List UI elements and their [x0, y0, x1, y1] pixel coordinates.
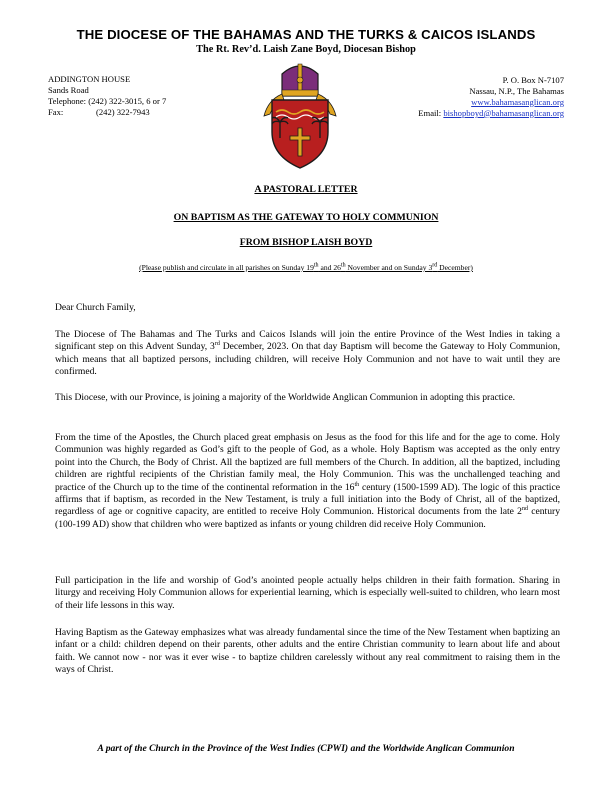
address-block-right	[314, 75, 564, 119]
city-country: Nassau, N.P., The Bahamas	[469, 85, 564, 96]
mitre-base	[282, 90, 318, 96]
diocese-title: THE DIOCESE OF THE BAHAMAS AND THE TURKS & CAICOS ISLANDS	[76, 27, 536, 42]
address-road: Sands Road	[48, 84, 89, 95]
paragraph-participation: Full participation in the life and worship of God’s anointed people actually helps children in their faith formation. Sharing in liturgy and receiving Holy Communion allows for experiential learning, which is especially well-suited to children, who learn most of their life lessons in this way.	[55, 575, 560, 611]
letter-heading-from: FROM BISHOP LAISH BOYD	[239, 237, 373, 248]
email-label: Email:	[418, 107, 442, 118]
greeting: Dear Church Family,	[55, 302, 136, 313]
paragraph-advent: The Diocese of The Bahamas and The Turks and Caicos Islands will join the entire Province of the West Indies in taking a significant step on this Advent Sunday, 3rd December, 2023. On that day Baptism will become the Gateway to Holy Communion, which means that all baptized persons, including children, will receive Holy Communion and not have to wait until they are confirmed.	[55, 329, 560, 378]
bishop-name: The Rt. Rev’d. Laish Zane Boyd, Diocesan Bishop	[196, 44, 416, 55]
publication-note: (Please publish and circulate in all parishes on Sunday 19th and 26th November and on Sunday 3rd December)	[139, 262, 473, 272]
letter-heading-subject: ON BAPTISM AS THE GATEWAY TO HOLY COMMUNION	[173, 212, 439, 223]
po-box: P. O. Box N-7107	[502, 75, 564, 85]
email-line	[314, 108, 564, 119]
footer-tagline: A part of the Church in the Province of the West Indies (CPWI) and the Worldwide Anglican Communion	[97, 743, 515, 754]
telephone-label: Telephone:	[48, 95, 87, 106]
paragraph-history: From the time of the Apostles, the Church placed great emphasis on Jesus as the food for this life and for the age to come. Holy Communion was highly regarded as God’s gift to the people of God, as a whole. Holy Baptism was accepted as the only entry point into the Church, the Body of Christ. All the baptized are full members of the Church. In addition, all the baptized, including children are rightful recipients of the Christian family meal, the Holy Communion. This was the unchallenged teaching and practice of the Church up to the time of the continental reformation in the 16th century (1500-1599 AD). The logic of this practice affirms that if baptism, as recorded in the New Testament, is truly a full initiation into the Body of Christ, all of the baptized, regardless of age or cognitive capacity, are entitled to receive Holy Communion. Historical documents from the late 2nd century (100-199 AD) show that children who were baptized as infants or young children did receive Holy Communion.	[55, 432, 560, 530]
email-link[interactable]: bishopboyd@bahamasanglican.org	[443, 107, 564, 118]
mitre-jewel	[297, 77, 303, 83]
telephone-line	[48, 96, 248, 107]
paragraph-communion-majority: This Diocese, with our Province, is joining a majority of the Worldwide Anglican Communion in adopting this practice.	[55, 392, 516, 403]
fax-label: Fax:	[48, 106, 64, 117]
diocesan-crest-icon	[258, 60, 342, 172]
fax-line	[48, 107, 248, 118]
address-block-left	[48, 74, 248, 118]
address-house: ADDINGTON HOUSE	[48, 74, 131, 84]
telephone-number: (242) 322-3015, 6 or 7	[88, 95, 167, 106]
fax-number: (242) 322-7943	[96, 106, 150, 117]
letter-heading-title: A PASTORAL LETTER	[254, 184, 358, 195]
website-link[interactable]: www.bahamasanglican.org	[471, 96, 564, 107]
paragraph-gateway: Having Baptism as the Gateway emphasizes what was already fundamental since the time of the New Testament when baptizing an infant or a child: children depend on their parents, other adults and the entire Christian community to learn about life and about faith. We cannot now - nor was it ever wise - to baptize children carelessly without any real commitment to raising them in the ways of Christ.	[55, 627, 560, 676]
